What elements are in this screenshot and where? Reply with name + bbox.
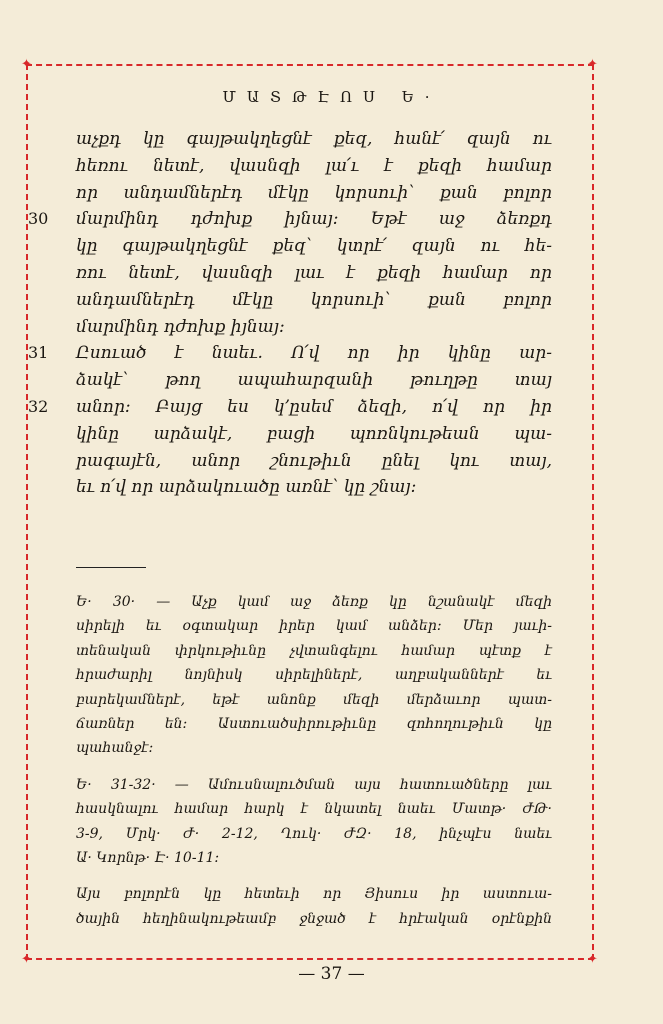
border-corner-ornament: ✦: [21, 952, 32, 967]
text-line: [28, 340, 552, 367]
text-line: [76, 260, 552, 287]
footnote-line: Ա· Կորնթ· Է· 10-11։: [76, 849, 220, 866]
footnote-line: հրաժարիլ նոյնիսկ սիրելիներէ, աղբականներէ եւ: [76, 667, 552, 684]
text-line: [76, 287, 552, 314]
footnote-line: սիրելի եւ օգտակար իրեր կամ անձեր։ Մեր յաւի-: [76, 618, 552, 635]
text-line: [76, 126, 552, 153]
border-corner-ornament: ✦: [587, 952, 598, 967]
text-line: [76, 367, 552, 394]
footnote-line: Ե· 31-32· — Ամուսնալուծման այս հատուածները լաւ: [76, 776, 552, 793]
line-text: եւ ո՛վ որ արձակուածը առնէ՝ կը շնայ։: [76, 477, 417, 498]
line-text: մարմինդ դժոխք իյնայ։ Եթէ աջ ձեռքդ: [76, 209, 552, 230]
verse-number: 30: [28, 209, 49, 229]
line-text: որ անդամներէդ մէկը կորսուի՝ քան բոլոր: [76, 182, 552, 203]
line-text: աչքդ կը գայթակղեցնէ քեզ, հանէ՛ զայն ու: [76, 129, 552, 149]
footnote-line: Այս բոլորէն կը հետեւի որ Յիսուս իր աստուա-: [76, 886, 552, 903]
text-line: [76, 233, 552, 260]
line-text: կը գայթակղեցնէ քեզ՝ կտրէ՛ զայն ու հե-: [76, 236, 552, 257]
border-corner-ornament: ✦: [587, 57, 598, 72]
footnote-line: 3-9, Մրկ· Ժ· 2-12, Ղուկ· ԺԶ· 18, ինչպէս նաեւ: [76, 825, 552, 842]
line-text: կինը արձակէ, բացի պոռնկութեան պա-: [76, 423, 552, 444]
footnote-line: պահանջէ։: [76, 740, 154, 757]
footnote-line: Ե· 30· — Աչք կամ աջ ձեռք կը նշանակէ մեզի: [76, 594, 552, 610]
footnote-separator: [76, 567, 146, 568]
footnotes: [76, 590, 552, 931]
text-line: [28, 394, 552, 421]
line-text: մարմինդ դժոխք իյնայ։: [76, 316, 285, 337]
line-text: անդամներէդ մէկը կորսուի՝ քան բոլոր: [76, 289, 552, 310]
line-text: հեռու նետէ, վասնզի լա՛ւ է քեզի համար: [76, 155, 552, 176]
footnote-line: տենական փրկութիւնը չվտանգելու համար պէտք է: [76, 642, 552, 659]
text-line: [76, 153, 552, 180]
footnote-line: ճառներ են։ Աստուածսիրութիւնը զոհողութիւն կը: [76, 715, 552, 732]
border-corner-ornament: ✦: [21, 57, 32, 72]
verse-number: 32: [28, 396, 49, 416]
page-number: — 37 —: [298, 964, 365, 984]
text-line: [76, 421, 552, 448]
text-line: [28, 206, 552, 233]
line-text: րագայէն, անոր շնութիւն ընել կու տայ,: [76, 450, 552, 471]
line-text: ձակէ՝ թող ապահարզանի թուղթը տայ: [76, 370, 552, 391]
text-line: [76, 180, 552, 207]
footnote-line: հասկնալու համար հարկ է նկատել նաեւ Մատթ· ԺԹ·: [76, 801, 552, 818]
text-line: [76, 448, 552, 475]
text-line: [76, 474, 552, 501]
line-text: Ըսուած է նաեւ. Ո՛վ որ իր կինը ար-: [76, 343, 552, 364]
text-line: [76, 314, 552, 341]
running-header: ՄԱՏԹԷՈՍ Ե·: [222, 88, 441, 106]
line-text: ռու նետէ, վասնզի լաւ է քեզի համար որ: [76, 262, 552, 283]
footnote-line: բարեկամներէ, եթէ անոնք մեզի մերձաւոր պատ-: [76, 691, 552, 708]
footnote-line: ծային հեղինակութեամբ ջնջած է հրէական օրէնքին: [76, 910, 552, 927]
main-text: [28, 126, 552, 501]
verse-number: 31: [28, 343, 49, 363]
line-text: անոր։ Բայց ես կ՚ըսեմ ձեզի, ո՛վ որ իր: [76, 396, 552, 417]
